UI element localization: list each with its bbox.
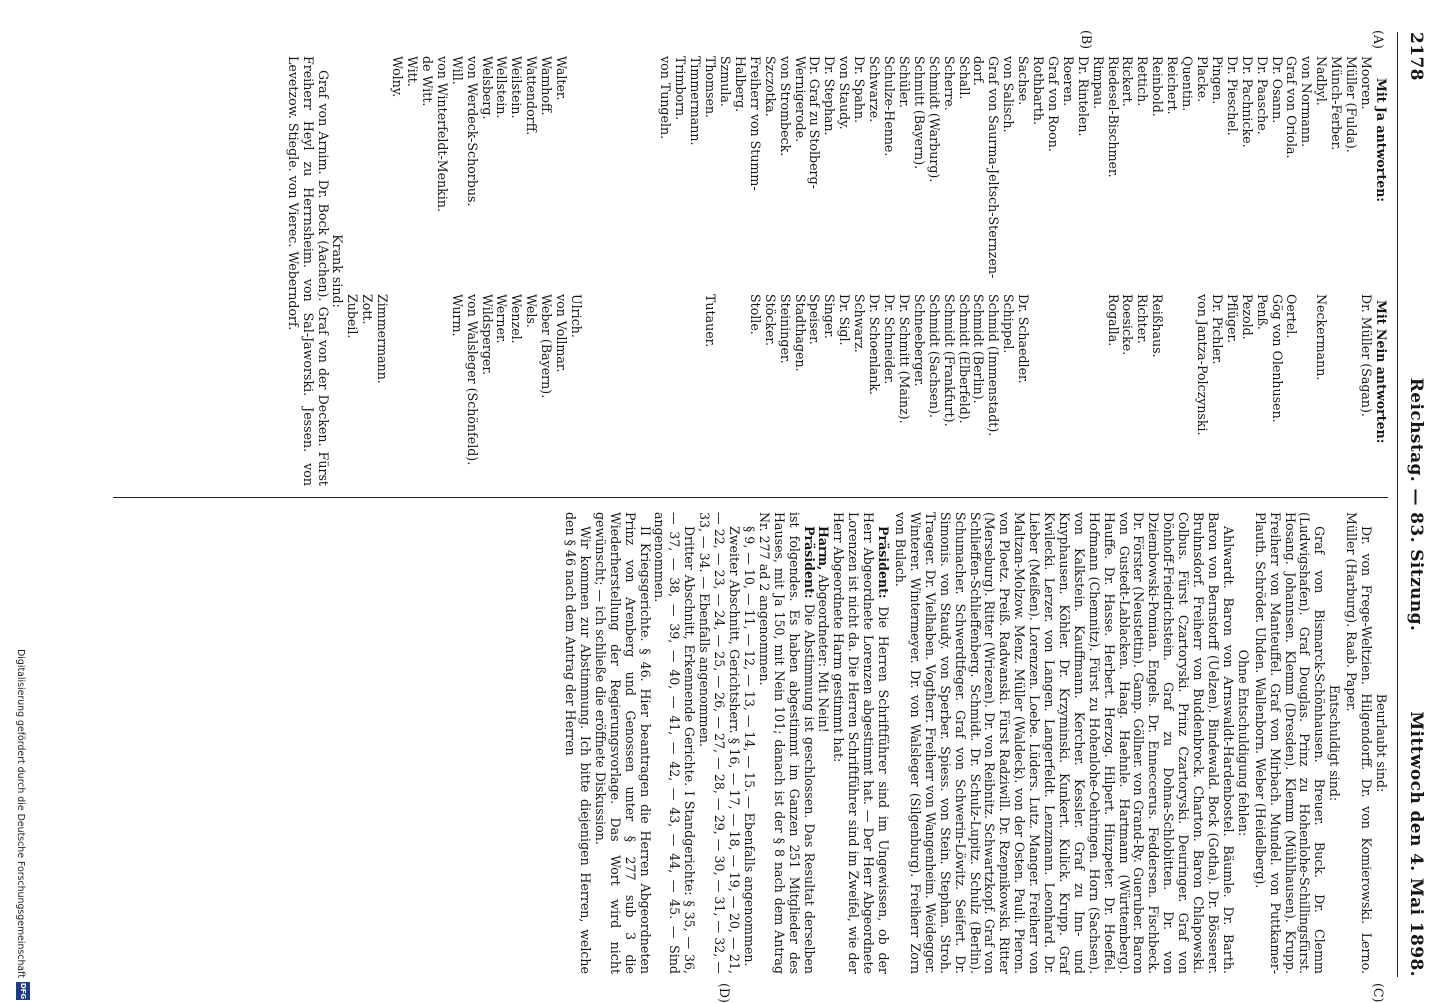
nein-name: Reißhaus. bbox=[1150, 294, 1166, 358]
ja-name: Weilstein. bbox=[509, 56, 525, 119]
speaker-label: Präsident: bbox=[801, 526, 817, 599]
vote-row bbox=[672, 56, 687, 486]
nein-name bbox=[583, 286, 598, 486]
paragraph-text: Die Herren Schriftführer sind im Ungewissen, ob der Herr Abgeordnete Lorenzen abgestimmt hat. — Der Herr Abgeordnete Lorenzen ist nicht da. Die Herren Schriftführer sind im Zweifel, wie der Herr Abgeordnete Harm gestimmt hat: bbox=[831, 512, 892, 974]
vote-row bbox=[896, 56, 911, 486]
ja-name: Timmermann. bbox=[688, 56, 704, 146]
nein-name bbox=[598, 286, 613, 486]
ja-name bbox=[613, 56, 628, 286]
vote-row bbox=[1164, 56, 1179, 486]
margin-marker-b: (B) bbox=[1079, 30, 1094, 50]
speaker-label: Präsident: bbox=[876, 526, 892, 599]
nein-name: Dr. Sigl. bbox=[837, 294, 853, 346]
nein-name: Schmidt (Elberfeld). bbox=[956, 294, 972, 424]
page-number: 2178 bbox=[1406, 32, 1426, 81]
vote-row bbox=[464, 56, 479, 486]
vote-row bbox=[1030, 56, 1045, 486]
ja-name bbox=[374, 56, 389, 286]
vote-row bbox=[762, 56, 777, 486]
nein-name: von Jantza-Polczynski. bbox=[1195, 294, 1211, 436]
ja-name: Will. bbox=[449, 56, 465, 85]
ja-name: Scherre. bbox=[941, 56, 957, 111]
vote-row bbox=[523, 56, 538, 486]
ja-name: Rothbarth. bbox=[1031, 56, 1047, 126]
nein-name bbox=[1045, 286, 1060, 486]
ja-name bbox=[628, 56, 643, 286]
nein-name: von Vollmar. bbox=[554, 294, 570, 373]
vote-column-headings bbox=[1373, 56, 1388, 486]
nein-name bbox=[628, 286, 643, 486]
ohne-list: Ahlwardt. Baron von Arnswaldt-Hardenbostel. Bäumle. Dr. Barth. Baron von Bernstorff (Uelzen). Bindewald. Bock (Gotha). Dr. Bösserer. Bruhnsdorf. Freiherr von Buddenbrock. Charton. Baron Chlapowski. Colbus. Fürst Czartoryski. Prinz Czartoryski. Deuringer. Graf von Dönhoff-Friedrichstein. Graf zu Dohna-Schlobitten. Dr. von Dziembowski-Pomian. Engels. Dr. Enneccerus. Feddersen. Fischbeck. Dr. Förster (Neustettin). Gamp. Göllner. von Grand-Ry. Gueruber. Baron von Gustedt-Lablacken. Haag. Haehnle. Hartmann (Württemberg). Hauffe. Dr. Hasse. Herbert. Herzog. Hilpert. Hinzpeter. Dr. Hoeffel. Hofmann (Chemnitz). Fürst zu Hohenlohe-Oehringen. Horn (Sachsen). von Kalkstein. Kauffmann. Kercher. Kessler. Graf zu Inn- und Knyphausen. Köhler. Dr. Krzyminski. Kunkert. Kulick. Krupp. Graf Kwilecki. Lerzer. von Langen. Langerfeldt. Lenzmann. Leonhard. Dr. Lieber (Meißen). Lorenzen. Loebe. Lüders. Lutz. Manger. Freiherr von Maltzan-Molzow. Menz. Müller (Waldeck). von der Osten. Pauli. Pieron. von Ploetz. Preiß. Radwanski. Fürst Radziwill. Dr. Rzepnikowski. Ritter (Merseburg). Ritter (Wriezen). Dr. von Reibnitz. Schwartzkopf. Graf von Schlieffen-Schlieffenberg. Schmidt. Dr. Schulz-Lupitz. Schulz (Berlin). Schumacher. Schwerdtfeger. Graf von Schwerin-Löwitz. Seifert. Dr. Simonis. von Staudy. von Sperber. Spiess. von Stein. Stephan. Stroh. Traeger. Dr. Vielhaben. Vogtherr. Freiherr von Wangenheim. Weidegger. Winterer. Wintermeyer. Dr. von Walsleger (Silgenburg). Freiherr Zorn von Bulach. bbox=[893, 512, 1236, 974]
proceedings-paragraph bbox=[830, 512, 890, 974]
nein-name: Dr. Schaedler. bbox=[1016, 294, 1032, 384]
speaker-label: Harm, bbox=[816, 526, 832, 571]
vote-row bbox=[1284, 56, 1299, 486]
vote-row bbox=[1313, 56, 1328, 486]
nein-name: Stöcker. bbox=[762, 294, 778, 347]
vote-row bbox=[985, 56, 1000, 486]
ja-name: Dr. Rintelen. bbox=[1075, 56, 1091, 137]
nein-name bbox=[419, 286, 434, 486]
ja-name: von Winterfeldt-Menkin. bbox=[434, 56, 450, 212]
krank-list: Graf von Arnim. Dr. Bock (Aachen). Graf von der Decken. Fürst Freiherr Heyl zu Herrnsheim. von Sal-Jaworski. Jessen. von Levetzow. Stiegle. von Vierec. Weberndorf. bbox=[285, 56, 331, 486]
proceedings-paragraph bbox=[816, 512, 831, 974]
vote-row bbox=[359, 56, 374, 486]
vote-row bbox=[881, 56, 896, 486]
ja-name: von Strombeck. bbox=[777, 56, 793, 157]
vote-row bbox=[792, 56, 807, 486]
ja-name: Walter. bbox=[554, 56, 570, 101]
nein-name: Stolle. bbox=[747, 294, 763, 335]
ja-name: de Witt. bbox=[419, 56, 435, 107]
vote-row bbox=[1254, 56, 1269, 486]
nein-name bbox=[1343, 286, 1358, 486]
nein-name: Wildsperger. bbox=[479, 294, 495, 375]
vote-row bbox=[1224, 56, 1239, 486]
ja-name: Schwarze. bbox=[867, 56, 883, 123]
nein-name: Penß. bbox=[1254, 294, 1270, 330]
vote-row bbox=[1179, 56, 1194, 486]
ja-name: von Staudy. bbox=[837, 56, 853, 130]
ja-name: Rettich. bbox=[1135, 56, 1151, 107]
nein-name: Wurm. bbox=[449, 294, 465, 337]
vote-row bbox=[1269, 56, 1284, 486]
right-column bbox=[562, 512, 1388, 974]
ja-name: Halberg. bbox=[732, 56, 748, 113]
vote-row bbox=[1358, 56, 1373, 486]
ja-name: Dr. Pieschel. bbox=[1224, 56, 1240, 136]
nein-name bbox=[658, 286, 673, 486]
nein-name: Singer. bbox=[822, 294, 838, 339]
ja-name: Welsberg. bbox=[479, 56, 495, 120]
vote-row bbox=[643, 56, 658, 486]
nein-name: Dr. Schoenlank. bbox=[867, 294, 883, 395]
paragraph-text: II Kriegsgerichte. § 46. Hier beantragen die Herren Abgeordneten Prinz von Arenberg und Genossen unter § 277 sub 3 die Wiederherstellung der Regierungsvorlage. Das Wort wird nicht gewünscht; — ich schließe die eröffnete Diskussion. bbox=[592, 512, 653, 974]
ja-name bbox=[359, 56, 374, 286]
vote-row bbox=[956, 56, 971, 486]
vote-row bbox=[449, 56, 464, 486]
ja-name: Graf von Saurma-Jeltsch-Sternzen- bbox=[986, 56, 1002, 279]
vote-row bbox=[836, 56, 851, 486]
nein-name: Wenzel. bbox=[509, 294, 525, 344]
entschuldigt-heading: Entschuldigt sind: bbox=[1327, 684, 1343, 802]
nein-name bbox=[613, 286, 628, 486]
vote-row bbox=[1000, 56, 1015, 486]
paragraph-text: § 9, — 10, — 11, — 12, — 13, — 14, — 15. — Ebenfalls angenommen. bbox=[741, 526, 757, 967]
nein-name: Zubeil. bbox=[345, 294, 361, 339]
proceedings-paragraph bbox=[592, 512, 652, 974]
ja-name: Münch-Ferber. bbox=[1329, 56, 1345, 151]
nein-name: Zimmermann. bbox=[375, 294, 391, 384]
vote-row bbox=[1209, 56, 1224, 486]
vote-row bbox=[344, 56, 359, 486]
ja-name: Wolny. bbox=[390, 56, 406, 98]
ja-name bbox=[583, 56, 598, 286]
beurlaubt-heading: Beurlaubt sind: bbox=[1374, 693, 1389, 793]
ja-name: Wernigerode. bbox=[792, 56, 808, 143]
nein-name: Richter. bbox=[1135, 294, 1151, 344]
ja-name: Placke. bbox=[1195, 56, 1211, 103]
nein-name: Schmidt (Frankfurt). bbox=[941, 294, 957, 427]
ja-name bbox=[598, 56, 613, 286]
nein-name: Rogalla. bbox=[1105, 294, 1121, 347]
ja-name: Dr. Spahn. bbox=[852, 56, 868, 124]
nein-name: von Walsleger (Schönfeld). bbox=[464, 294, 480, 466]
ja-name: Riedesel-Bischmer. bbox=[1105, 56, 1121, 178]
vote-row bbox=[404, 56, 419, 486]
vote-row bbox=[1149, 56, 1164, 486]
nein-name bbox=[672, 286, 687, 486]
ja-name: Mooren. bbox=[1359, 56, 1374, 110]
ja-name: Reinbold. bbox=[1150, 56, 1166, 117]
nein-name: Schneeberger. bbox=[911, 294, 927, 387]
vote-row bbox=[866, 56, 881, 486]
ja-name: Schmidt (Warburg). bbox=[926, 56, 942, 183]
ja-name bbox=[344, 56, 359, 286]
nein-name bbox=[1164, 286, 1179, 486]
ja-name: dorf. bbox=[971, 56, 987, 86]
nein-name: Schmid (Immenstadt). bbox=[986, 294, 1002, 437]
vote-row bbox=[479, 56, 494, 486]
ja-name: Rimpau. bbox=[1090, 56, 1106, 110]
vote-row bbox=[568, 56, 583, 486]
nein-name: Dr. Pichler. bbox=[1209, 294, 1225, 365]
ja-name: Dr. Stephan. bbox=[822, 56, 838, 136]
ja-name: Szczotka. bbox=[762, 56, 778, 117]
ja-name: Thomsen. bbox=[703, 56, 719, 119]
nein-name: Zott. bbox=[360, 294, 376, 325]
nein-name: Tutauer. bbox=[703, 294, 719, 348]
ja-name: Schall. bbox=[956, 56, 972, 100]
nein-name bbox=[717, 286, 732, 486]
vote-row bbox=[1239, 56, 1254, 486]
nein-name: Oertel. bbox=[1284, 294, 1300, 339]
vote-row bbox=[911, 56, 926, 486]
nein-name: Pflüger. bbox=[1224, 294, 1240, 344]
vote-row bbox=[508, 56, 523, 486]
ja-name: Wattendorff. bbox=[524, 56, 540, 136]
nein-name: Dr. Schneider. bbox=[882, 294, 897, 385]
proceedings-paragraph bbox=[652, 512, 697, 974]
margin-marker-c: (C) bbox=[1371, 983, 1386, 1003]
vote-row bbox=[1090, 56, 1105, 486]
nein-name: Neckermann. bbox=[1314, 294, 1330, 381]
ja-name: Graf von Roon. bbox=[1045, 56, 1061, 152]
nein-name: Schmidt (Sachsen). bbox=[926, 294, 942, 419]
ja-name: Pingen. bbox=[1209, 56, 1225, 105]
entschuldigt-section bbox=[1252, 512, 1341, 974]
nein-name bbox=[1328, 286, 1343, 486]
ja-name: Schmitt (Bayern). bbox=[911, 56, 927, 170]
vote-row bbox=[538, 56, 553, 486]
vote-row bbox=[1060, 56, 1075, 486]
vote-row bbox=[1298, 56, 1313, 486]
nein-name bbox=[1090, 286, 1105, 486]
ja-name: Szmula. bbox=[718, 56, 734, 107]
nein-name: Dr. Schmitt (Mainz). bbox=[896, 294, 912, 424]
nein-name bbox=[404, 286, 419, 486]
nein-heading: Mit Nein antworten: bbox=[1374, 300, 1389, 444]
vote-row bbox=[658, 56, 673, 486]
paragraph-text: Abgeordneter: Mit Nein! bbox=[816, 570, 832, 733]
ja-name: Wellstein. bbox=[494, 56, 510, 119]
nein-name: Stadthagen. bbox=[792, 294, 808, 372]
vote-row bbox=[434, 56, 449, 486]
ja-name: Reichert. bbox=[1165, 56, 1181, 115]
beurlaubt-list: Dr. von Frege-Weltzien. Hilgendorff. Dr. von Komierowski. Lerno. Müller (Harburg). Raab. Paper. bbox=[1344, 512, 1375, 974]
vote-row bbox=[732, 56, 747, 486]
nein-name: Speiser. bbox=[807, 294, 823, 345]
vote-row bbox=[1015, 56, 1030, 486]
ja-name: von Normann. bbox=[1299, 56, 1315, 148]
vote-row bbox=[926, 56, 941, 486]
ja-name bbox=[643, 56, 658, 286]
beurlaubt-section bbox=[1343, 512, 1388, 974]
krank-heading: Krank sind: bbox=[330, 234, 346, 308]
ja-name: von Werdeck-Schorbus. bbox=[464, 56, 480, 207]
nein-name bbox=[732, 286, 747, 486]
ja-name: Schüler. bbox=[896, 56, 912, 109]
dfg-logo: DFG bbox=[16, 982, 30, 1000]
nein-name bbox=[687, 286, 702, 486]
header-rule bbox=[1397, 32, 1398, 977]
proceedings-paragraph bbox=[756, 512, 816, 974]
vote-row bbox=[419, 56, 434, 486]
funding-note: Digitalisierung gefördert durch die Deutsche Forschungsgemeinschaft bbox=[15, 649, 26, 978]
vote-row bbox=[494, 56, 509, 486]
ja-heading: Mit Ja antworten: bbox=[1374, 78, 1389, 203]
vote-row bbox=[553, 56, 568, 486]
ja-name: Rickert. bbox=[1120, 56, 1136, 107]
nein-name bbox=[389, 286, 404, 486]
paragraph-text: Die Abstimmung ist geschlossen. Das Resultat derselben ist folgendes. Es haben abgestimmt im Ganzen 251 Mitglieder des Hauses, mit Ja 150, mit Nein 101; danach ist der § 8 nach dem Antrag Nr. 277 ad 2 angenommen. bbox=[756, 512, 817, 974]
ja-name: Witt. bbox=[405, 56, 420, 87]
ja-name bbox=[568, 56, 583, 286]
vote-row bbox=[777, 56, 792, 486]
paragraph-text: Dritter Abschnitt, Erkennende Gerichte. I Standgerichte: § 35, — 36, — 37, — 38, — 39, — 40, — 41, — 42, — 43, — 44, — 45. — Sind angenommen. bbox=[652, 512, 698, 974]
nein-name: Ulrich. bbox=[568, 294, 584, 338]
vote-table bbox=[344, 56, 1373, 486]
ja-name: Dr. Osann. bbox=[1269, 56, 1285, 124]
vote-row bbox=[821, 56, 836, 486]
nein-name: Dr. Müller (Sagan). bbox=[1359, 294, 1374, 417]
vote-row bbox=[747, 56, 762, 486]
page-header bbox=[1386, 32, 1426, 977]
nein-name bbox=[1075, 286, 1090, 486]
nein-name bbox=[1298, 286, 1313, 486]
vote-row bbox=[613, 56, 628, 486]
nein-name bbox=[1179, 286, 1194, 486]
vote-row bbox=[1194, 56, 1209, 486]
ja-name: Dr. Pachnicke. bbox=[1239, 56, 1255, 148]
nein-name bbox=[1030, 286, 1045, 486]
ja-name: Trimborn. bbox=[673, 56, 689, 121]
nein-name: Schmidt (Berlin). bbox=[971, 294, 987, 404]
ja-name: Sachse. bbox=[1016, 56, 1032, 106]
vote-row bbox=[374, 56, 389, 486]
vote-row bbox=[1120, 56, 1135, 486]
margin-marker-a: (A) bbox=[1371, 30, 1386, 49]
vote-row bbox=[1328, 56, 1343, 486]
ja-name: Wamhoff. bbox=[539, 56, 555, 116]
nein-name bbox=[434, 286, 449, 486]
proceedings-text bbox=[562, 512, 890, 974]
margin-marker-d: (D) bbox=[717, 983, 732, 1003]
vote-row bbox=[687, 56, 702, 486]
paragraph-text: Wir kommen zur Abstimmung. Ich bitte diejenigen Herren, welche den § 46 nach dem Antrag der Herren bbox=[563, 512, 593, 974]
ja-name: Freiherr von Stumm- bbox=[747, 56, 763, 191]
vote-row bbox=[971, 56, 986, 486]
vote-row bbox=[851, 56, 866, 486]
vote-row bbox=[941, 56, 956, 486]
nein-name: Schwarz. bbox=[852, 294, 868, 353]
nein-name: Werner. bbox=[494, 294, 510, 344]
vote-row bbox=[702, 56, 717, 486]
nein-name: Pezold. bbox=[1239, 294, 1255, 340]
ja-name: von Salisch. bbox=[1001, 56, 1017, 133]
ja-name: Schulze-Henne. bbox=[882, 56, 897, 157]
nein-name: Steininger. bbox=[777, 294, 793, 364]
session-date: Mittwoch den 4. Mai 1898. bbox=[1406, 711, 1426, 977]
ja-name: Graf von Oriola. bbox=[1284, 56, 1300, 159]
vote-row bbox=[1075, 56, 1090, 486]
vote-row bbox=[598, 56, 613, 486]
vote-row bbox=[1105, 56, 1120, 486]
vote-row bbox=[628, 56, 643, 486]
ohne-section bbox=[892, 512, 1250, 974]
vote-row bbox=[717, 56, 732, 486]
nein-name: Gög von Olenhusen. bbox=[1269, 294, 1285, 423]
nein-name: Weber (Bayern). bbox=[539, 294, 555, 399]
vote-row bbox=[389, 56, 404, 486]
ja-name: Nadbyl. bbox=[1314, 56, 1330, 106]
left-column bbox=[283, 56, 1388, 486]
proceedings-paragraph bbox=[741, 512, 756, 974]
proceedings-paragraph bbox=[696, 512, 741, 974]
krank-section bbox=[285, 56, 345, 486]
vote-row bbox=[807, 56, 822, 486]
nein-name: Roesicke. bbox=[1120, 294, 1136, 356]
ja-name: von Tungeln. bbox=[658, 56, 674, 140]
vote-row bbox=[1343, 56, 1358, 486]
paragraph-text: Zweiter Abschnitt, Gerichtsherr. § 16, — 17, — 18, — 19, — 20, — 21, — 22, — 23, — 24, — 25, — 26, — 27, — 28, — 29, — 30, — 31, — 32, — 33, — 34. — Ebenfalls angenommen. bbox=[697, 512, 743, 974]
nein-name bbox=[1060, 286, 1075, 486]
proceedings-paragraph bbox=[562, 512, 592, 974]
page-title: Reichstag. — 83. Sitzung. bbox=[1406, 377, 1426, 632]
nein-name bbox=[643, 286, 658, 486]
nein-name: Schippel. bbox=[1001, 294, 1017, 354]
vote-row bbox=[583, 56, 598, 486]
column-divider bbox=[113, 497, 1388, 498]
vote-row bbox=[1045, 56, 1060, 486]
ja-name: Dr. Graf zu Stolberg- bbox=[807, 56, 823, 189]
ja-name: Dr. Paasche. bbox=[1254, 56, 1270, 135]
vote-row bbox=[1135, 56, 1150, 486]
ja-name: Müller (Fulda). bbox=[1344, 56, 1360, 153]
ohne-heading: Ohne Entschuldigung fehlen: bbox=[1235, 649, 1251, 837]
nein-name: Wels. bbox=[524, 294, 540, 328]
ja-name: Roeren. bbox=[1060, 56, 1076, 107]
ja-name: Quentin. bbox=[1180, 56, 1196, 112]
entschuldigt-list: Graf von Bismarck-Schönhausen. Breuer. Buck. Dr. Clemm (Ludwigshafen). Graf Douglas. Prinz zu Hohenlohe-Schillingsfürst. Hosang. Johannsen. Klemm (Dresden). Klemm (Mühlhausen). Krupp. Freiherr von Manteuffel. Graf von Mirbach. Mundel. von Puttkamer-Plauth. Schröder. Uhden. Wallenborn. Weber (Heidelberg). bbox=[1252, 512, 1328, 974]
